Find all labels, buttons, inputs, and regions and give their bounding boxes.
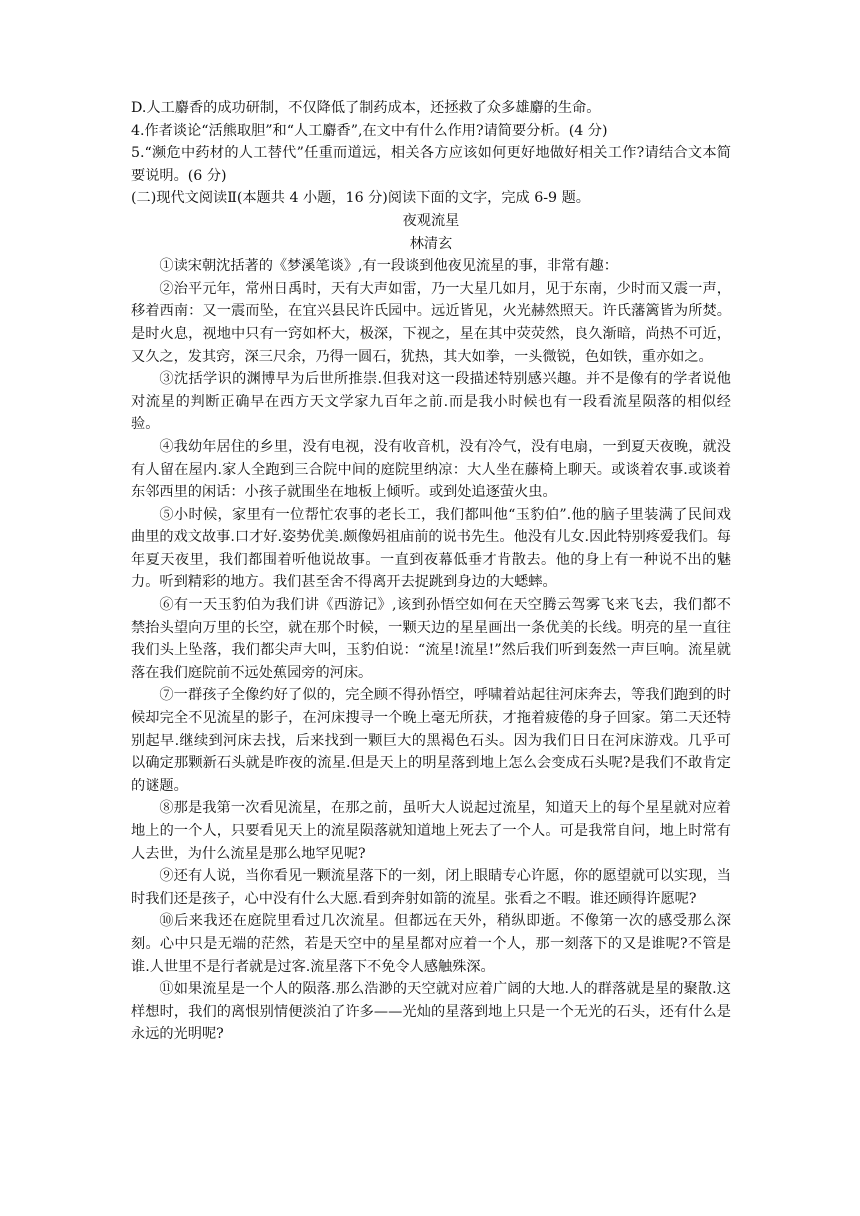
paragraph-3: ③沈括学识的渊博早为后世所推崇.但我对这一段描述特别感兴趣。并不是像有的学者说他对流星的判断正确早在西方天文学家九百年之前.而是我小时候也有一段看流星陨落的相似经验。: [131, 371, 731, 433]
question-4: 4.作者谈论“活熊取胆”和“人工麝香”,在文中有什么作用?请简要分析。(4 分): [131, 122, 608, 139]
paragraph-11: ⑪如果流星是一个人的陨落.那么浩渺的天空就对应着广阔的大地.人的群落就是星的聚散.这样想时，我们的离恨别情便淡泊了许多——光灿的星落到地上只是一个无光的石头，还有什么是永远的光明呢?: [131, 981, 731, 1043]
paragraph-5: ⑤小时候，家里有一位帮忙农事的老长工，我们都叫他“玉豹伯”.他的脑子里装满了民间戏曲里的戏文故事.口才好.姿势优美.颇像妈祖庙前的说书先生。他没有儿女.因此特别疼爱我们。每年夏天夜里，我们都围着听他说故事。一直到夜幕低垂才肯散去。他的身上有一种说不出的魅力。听到精彩的地方。我们甚至舍不得离开去捉跳到身边的大蟋蟀。: [131, 506, 731, 591]
paragraph-1: ①读宋朝沈括著的《梦溪笔谈》,有一段谈到他夜见流星的事，非常有趣：: [159, 258, 618, 275]
paragraph-9: ⑨还有人说，当你看见一颗流星落下的一刻，闭上眼睛专心许愿，你的愿望就可以实现，当时我们还是孩子，心中没有什么大愿.看到奔射如箭的流星。张看之不暇。谁还顾得许愿呢?: [131, 868, 731, 907]
paragraph-7: ⑦一群孩子全像约好了似的，完全顾不得孙悟空，呼啸着站起往河床奔去，等我们跑到的时候却完全不见流星的影子，在河床搜寻一个晚上毫无所获，才拖着疲倦的身子回家。第二天还特别起早.继续到河床去找，后来找到一颗巨大的黑褐色石头。因为我们日日在河床游戏。几乎可以确定那颗新石头就是昨夜的流星.但是天上的明星落到地上怎么会变成石头呢?是我们不敢肯定的谜题。: [131, 687, 731, 794]
article-author: 林清玄: [409, 235, 453, 252]
question-5: 5.“濒危中药材的人工替代”任重而道远，相关各方应该如何更好地做好相关工作?请结合文本简要说明。(6 分): [131, 145, 731, 184]
paragraph-4: ④我幼年居住的乡里，没有电视，没有收音机，没有冷气，没有电扇，一到夏天夜晚，就没有人留在屋内.家人全跑到三合院中间的庭院里纳凉：大人坐在藤椅上聊天。或谈着农事.或谈着东邻西里的闲话：小孩子就围坐在地板上倾听。或到处追逐萤火虫。: [131, 438, 731, 501]
document-page: [131, 97, 731, 1046]
paragraph-10: ⑩后来我还在庭院里看过几次流星。但都远在天外，稍纵即逝。不像第一次的感受那么深刻。心中只是无端的茫然，若是天空中的星星都对应着一个人，那一刻落下的又是谁呢?不管是谁.人世里不是行者就是过客.流星落下不免令人感触殊深。: [131, 913, 731, 975]
paragraph-8: ⑧那是我第一次看见流星，在那之前，虽听大人说起过流星，知道天上的每个星星就对应着地上的一个人，只要看见天上的流星陨落就知道地上死去了一个人。可是我常自问，地上时常有人去世，为什么流星是那么地罕见呢?: [131, 800, 731, 862]
paragraph-2: ②治平元年，常州日禹时，天有大声如雷，乃一大星几如月，见于东南，少时而又震一声，移着西南：又一震而坠，在宜兴县民许氏园中。远近皆见，火光赫然照天。许氏藩篱皆为所焚。是时火息，视地中只有一窍如杯大，极深，下视之，星在其中荧荧然，良久渐暗，尚热不可近，又久之，发其窍，深三尺余，乃得一圆石，犹热，其大如拳，一头微锐，色如铁，重亦如之。: [131, 280, 731, 365]
paragraph-6: ⑥有一天玉豹伯为我们讲《西游记》,该到孙悟空如何在天空腾云驾雾飞来飞去，我们都不禁抬头望向万里的长空，就在那个时候，一颗天边的星星画出一条优美的长线。明亮的星一直往我们头上坠落，我们都尖声大叫，玉豹伯说：“流星!流星!”然后我们听到轰然一声巨响。流星就落在我们庭院前不远处蕉园旁的河床。: [131, 597, 731, 681]
section-header: (二)现代文阅读Ⅱ(本题共 4 小题，16 分)阅读下面的文字，完成 6-9 题。: [131, 190, 590, 207]
question-option-d: D.人工麝香的成功研制，不仅降低了制药成本，还拯救了众多雄麝的生命。: [131, 100, 601, 116]
article-title: 夜观流星: [402, 212, 460, 229]
